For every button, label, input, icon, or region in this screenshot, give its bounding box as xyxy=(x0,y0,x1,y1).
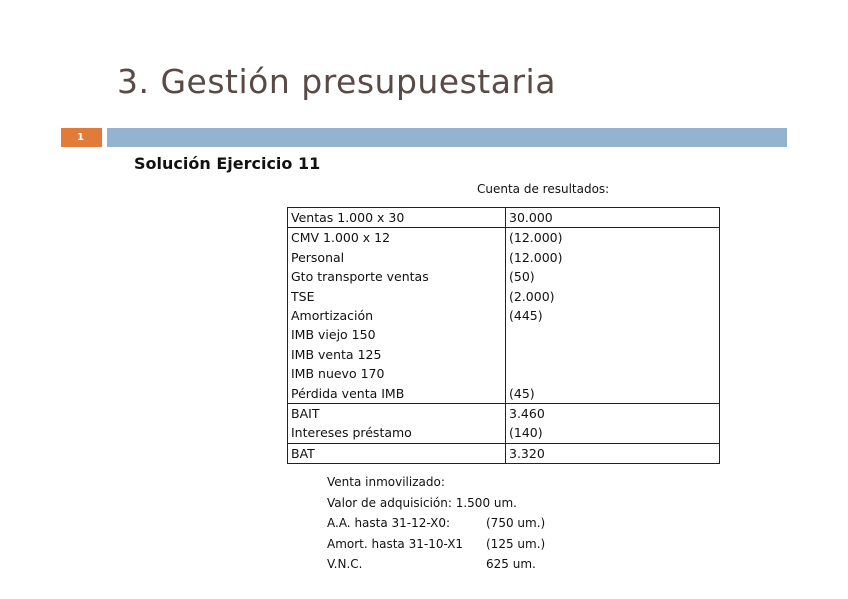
table-label: Intereses préstamo xyxy=(291,425,412,441)
table-label: CMV 1.000 x 12 xyxy=(291,230,391,246)
table-value: (140) xyxy=(509,425,543,441)
table-value: (50) xyxy=(509,269,535,285)
table-value: (2.000) xyxy=(509,288,555,304)
table-label: IMB viejo 150 xyxy=(291,327,376,343)
note-value: 625 um. xyxy=(486,557,536,571)
table-label: BAT xyxy=(291,445,315,461)
header-bar xyxy=(107,128,787,147)
notes-heading: Venta inmovilizado: xyxy=(327,475,445,489)
slide-number-badge: 1 xyxy=(61,128,102,147)
table-value: (45) xyxy=(509,385,535,401)
note-line xyxy=(327,534,587,555)
table-value: 3.460 xyxy=(509,405,545,421)
note-label: V.N.C. xyxy=(327,557,363,571)
note-label: Valor de adquisición: 1.500 um. xyxy=(327,495,517,510)
table-group-expenses xyxy=(288,227,719,403)
table-value xyxy=(509,325,719,344)
note-line xyxy=(327,493,587,514)
table-value: 30.000 xyxy=(509,210,553,225)
income-statement-table xyxy=(287,207,720,464)
table-label: TSE xyxy=(291,288,315,304)
note-line xyxy=(327,554,587,575)
table-group-sales xyxy=(288,208,719,227)
table-label: IMB venta 125 xyxy=(291,346,382,362)
table-group-bat xyxy=(288,443,719,463)
table-value: (12.000) xyxy=(509,249,563,265)
table-value: (12.000) xyxy=(509,230,563,246)
table-value xyxy=(509,345,719,364)
table-label: Personal xyxy=(291,249,345,265)
exercise-subtitle: Solución Ejercicio 11 xyxy=(134,154,321,173)
slide-title: 3. Gestión presupuestaria xyxy=(117,62,556,101)
table-label: IMB nuevo 170 xyxy=(291,366,385,382)
table-label: BAIT xyxy=(291,405,320,421)
note-label: A.A. hasta 31-12-X0: xyxy=(327,516,451,530)
note-value: (750 um.) xyxy=(486,516,546,530)
table-value xyxy=(509,364,719,383)
note-label: Amort. hasta 31-10-X1 xyxy=(327,536,464,551)
note-line xyxy=(327,513,587,534)
note-value: (125 um.) xyxy=(486,536,546,551)
table-caption: Cuenta de resultados: xyxy=(477,182,610,196)
table-label: Ventas 1.000 x 30 xyxy=(291,210,405,225)
table-value: (445) xyxy=(509,307,543,323)
table-label: Pérdida venta IMB xyxy=(291,385,405,401)
asset-sale-notes xyxy=(327,472,587,575)
table-label: Amortización xyxy=(291,307,374,323)
table-group-bait xyxy=(288,403,719,443)
table-value: 3.320 xyxy=(509,445,545,461)
table-label: Gto transporte ventas xyxy=(291,269,429,285)
